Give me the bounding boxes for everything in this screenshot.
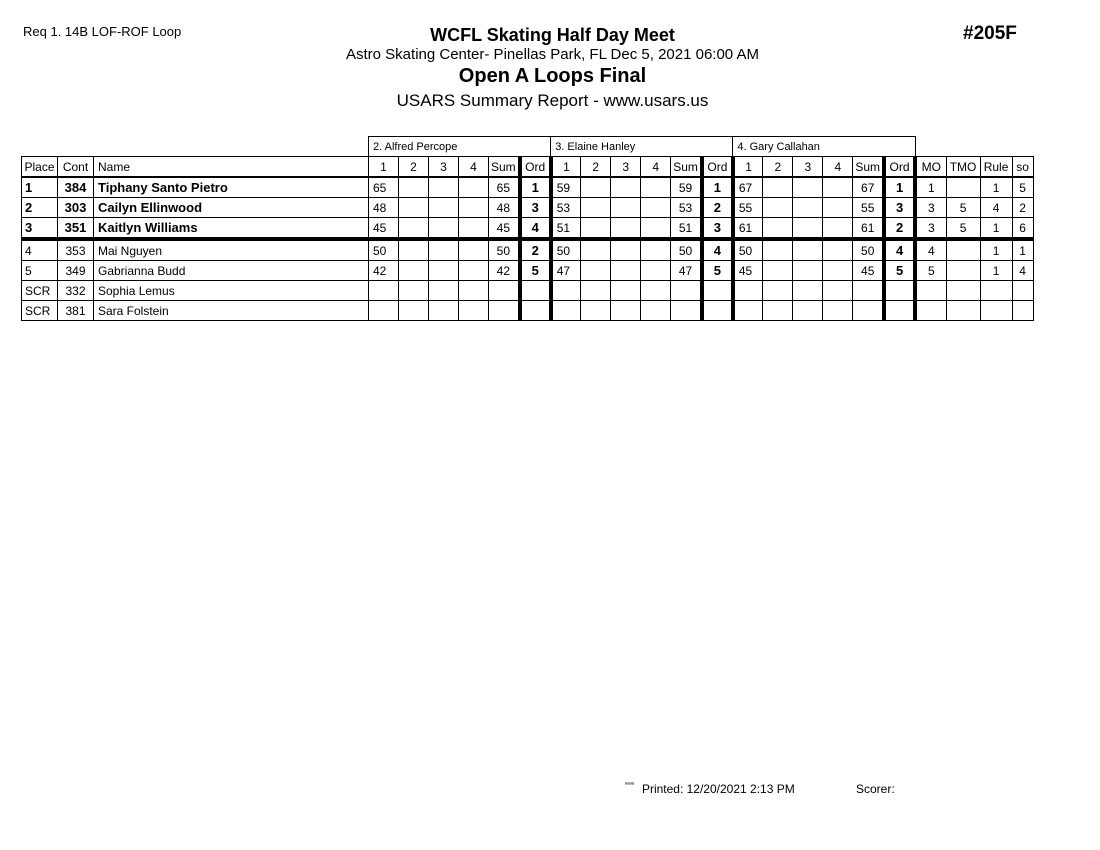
ordinal-cell (702, 281, 733, 301)
rule-cell: 1 (980, 261, 1012, 281)
rule-cell: 1 (980, 239, 1012, 261)
sum-cell: 50 (853, 239, 884, 261)
ordinal-cell: 2 (702, 198, 733, 218)
sum-cell (853, 301, 884, 321)
score-cell (763, 177, 793, 198)
score-cell (763, 239, 793, 261)
score-cell (429, 239, 459, 261)
score-cell (823, 261, 853, 281)
score-cell (581, 301, 611, 321)
score-cell (581, 239, 611, 261)
place-cell: 4 (22, 239, 58, 261)
ordinal-cell: 1 (702, 177, 733, 198)
mo-cell: 3 (915, 218, 946, 240)
sum-cell: 51 (671, 218, 702, 240)
score-cell: 48 (369, 198, 399, 218)
score-cell (641, 239, 671, 261)
score-cell (551, 301, 581, 321)
table-row (22, 218, 1034, 240)
meet-title: WCFL Skating Half Day Meet (430, 25, 675, 45)
score-cell (823, 198, 853, 218)
score-cell: 42 (369, 261, 399, 281)
mo-cell: 1 (915, 177, 946, 198)
score-cell (399, 281, 429, 301)
skater-name: Kaitlyn Williams (94, 218, 369, 240)
col-judge3-ord: Ord (702, 157, 733, 178)
score-cell (399, 177, 429, 198)
contestant-number: 351 (58, 218, 94, 240)
score-cell (733, 301, 763, 321)
so-cell: 4 (1012, 261, 1033, 281)
score-cell (793, 177, 823, 198)
col-tmo: TMO (946, 157, 980, 178)
contestant-number: 381 (58, 301, 94, 321)
score-cell (429, 301, 459, 321)
contestant-number: 384 (58, 177, 94, 198)
score-cell: 53 (551, 198, 581, 218)
score-cell (793, 281, 823, 301)
col-judge4-4: 4 (823, 157, 853, 178)
sum-cell (489, 281, 520, 301)
ordinal-cell: 4 (520, 218, 551, 240)
col-judge2-ord: Ord (520, 157, 551, 178)
col-judge2-4: 4 (459, 157, 489, 178)
so-cell: 6 (1012, 218, 1033, 240)
place-cell: SCR (22, 301, 58, 321)
ordinal-cell (884, 301, 915, 321)
report-header (250, 24, 855, 113)
score-cell (641, 281, 671, 301)
col-judge3-4: 4 (641, 157, 671, 178)
results-table (21, 136, 1034, 321)
col-judge2-3: 3 (429, 157, 459, 178)
score-cell (581, 177, 611, 198)
score-cell (823, 281, 853, 301)
score-cell (641, 301, 671, 321)
score-cell (793, 218, 823, 240)
mo-cell (915, 301, 946, 321)
score-cell (763, 218, 793, 240)
col-judge2-sum: Sum (489, 157, 520, 178)
col-judge3-2: 2 (581, 157, 611, 178)
tmo-cell (946, 177, 980, 198)
score-cell (581, 261, 611, 281)
score-cell: 51 (551, 218, 581, 240)
col-judge3-1: 1 (551, 157, 581, 178)
score-cell (459, 261, 489, 281)
skater-name: Gabrianna Budd (94, 261, 369, 281)
score-cell (459, 218, 489, 240)
score-cell (611, 218, 641, 240)
score-cell (459, 198, 489, 218)
ordinal-cell (884, 281, 915, 301)
score-cell (399, 198, 429, 218)
sum-cell (853, 281, 884, 301)
judge-name: 2. Alfred Percope (369, 137, 551, 157)
tmo-cell (946, 301, 980, 321)
score-cell: 50 (369, 239, 399, 261)
score-cell (763, 281, 793, 301)
rule-cell (980, 281, 1012, 301)
score-cell (611, 261, 641, 281)
place-cell: 5 (22, 261, 58, 281)
table-row (22, 198, 1034, 218)
col-judge4-1: 1 (733, 157, 763, 178)
sum-cell: 47 (671, 261, 702, 281)
score-cell (733, 281, 763, 301)
sum-cell: 55 (853, 198, 884, 218)
score-cell: 45 (369, 218, 399, 240)
sum-cell: 67 (853, 177, 884, 198)
score-cell (551, 281, 581, 301)
score-cell (611, 198, 641, 218)
sum-cell: 53 (671, 198, 702, 218)
judge-name: 4. Gary Callahan (733, 137, 915, 157)
sum-cell: 59 (671, 177, 702, 198)
score-cell: 50 (733, 239, 763, 261)
so-cell (1012, 281, 1033, 301)
col-judge3-sum: Sum (671, 157, 702, 178)
ordinal-cell: 1 (884, 177, 915, 198)
so-cell: 2 (1012, 198, 1033, 218)
event-number: #205F (963, 23, 1017, 44)
ordinal-cell (520, 281, 551, 301)
sum-cell: 48 (489, 198, 520, 218)
score-cell: 47 (551, 261, 581, 281)
sum-cell (671, 281, 702, 301)
score-cell (459, 239, 489, 261)
score-cell (793, 301, 823, 321)
score-cell (399, 239, 429, 261)
col-judge4-3: 3 (793, 157, 823, 178)
so-cell: 5 (1012, 177, 1033, 198)
ordinal-cell (702, 301, 733, 321)
score-cell (429, 218, 459, 240)
score-cell (581, 281, 611, 301)
sum-cell (489, 301, 520, 321)
sum-cell: 65 (489, 177, 520, 198)
score-cell (611, 177, 641, 198)
ordinal-cell: 4 (702, 239, 733, 261)
col-name: Name (94, 157, 369, 178)
tmo-cell (946, 281, 980, 301)
ordinal-cell: 5 (702, 261, 733, 281)
score-cell (763, 198, 793, 218)
score-cell (611, 281, 641, 301)
skater-name: Sara Folstein (94, 301, 369, 321)
tmo-cell (946, 239, 980, 261)
tmo-cell: 5 (946, 198, 980, 218)
skater-name: Mai Nguyen (94, 239, 369, 261)
place-cell: 1 (22, 177, 58, 198)
sum-cell: 42 (489, 261, 520, 281)
col-judge4-sum: Sum (853, 157, 884, 178)
ordinal-cell: 3 (520, 198, 551, 218)
rule-cell (980, 301, 1012, 321)
ordinal-cell: 5 (520, 261, 551, 281)
score-cell (823, 239, 853, 261)
score-cell (459, 281, 489, 301)
table-row (22, 177, 1034, 198)
mo-cell: 3 (915, 198, 946, 218)
score-cell (763, 301, 793, 321)
place-cell: 3 (22, 218, 58, 240)
place-cell: 2 (22, 198, 58, 218)
footer-mark: ᵃᵃᵃᵃ (625, 782, 634, 788)
col-judge2-1: 1 (369, 157, 399, 178)
score-cell (581, 198, 611, 218)
ordinal-cell: 3 (702, 218, 733, 240)
score-cell (369, 301, 399, 321)
score-cell (369, 281, 399, 301)
ordinal-cell: 1 (520, 177, 551, 198)
score-cell: 61 (733, 218, 763, 240)
col-judge4-ord: Ord (884, 157, 915, 178)
sum-cell: 50 (489, 239, 520, 261)
rule-cell: 1 (980, 218, 1012, 240)
skater-name: Sophia Lemus (94, 281, 369, 301)
ordinal-cell: 2 (884, 218, 915, 240)
score-cell (429, 261, 459, 281)
score-cell (641, 198, 671, 218)
score-cell (793, 198, 823, 218)
score-cell (429, 177, 459, 198)
score-cell: 59 (551, 177, 581, 198)
score-cell (793, 261, 823, 281)
col-mo: MO (915, 157, 946, 178)
event-title: Open A Loops Final (458, 65, 647, 87)
table-row (22, 239, 1034, 261)
ordinal-cell: 3 (884, 198, 915, 218)
col-rule: Rule (980, 157, 1012, 178)
rule-cell: 4 (980, 198, 1012, 218)
score-cell (399, 301, 429, 321)
col-judge2-2: 2 (399, 157, 429, 178)
skater-name: Cailyn Ellinwood (94, 198, 369, 218)
mo-cell: 5 (915, 261, 946, 281)
mo-cell (915, 281, 946, 301)
rule-cell: 1 (980, 177, 1012, 198)
ordinal-cell: 4 (884, 239, 915, 261)
contestant-number: 349 (58, 261, 94, 281)
table-row (22, 301, 1034, 321)
contestant-number: 303 (58, 198, 94, 218)
score-cell: 67 (733, 177, 763, 198)
tmo-cell: 5 (946, 218, 980, 240)
judge-name: 3. Elaine Hanley (551, 137, 733, 157)
score-cell: 45 (733, 261, 763, 281)
ordinal-cell: 5 (884, 261, 915, 281)
score-cell (793, 239, 823, 261)
col-cont: Cont (58, 157, 94, 178)
mo-cell: 4 (915, 239, 946, 261)
table-row (22, 261, 1034, 281)
score-cell (399, 261, 429, 281)
score-cell (611, 301, 641, 321)
score-cell (641, 177, 671, 198)
sum-cell: 61 (853, 218, 884, 240)
score-cell (581, 218, 611, 240)
score-cell (763, 261, 793, 281)
place-cell: SCR (22, 281, 58, 301)
contestant-number: 332 (58, 281, 94, 301)
score-cell (641, 261, 671, 281)
col-so: so (1012, 157, 1033, 178)
col-judge3-3: 3 (611, 157, 641, 178)
contestant-number: 353 (58, 239, 94, 261)
skater-name: Tiphany Santo Pietro (94, 177, 369, 198)
score-cell (611, 239, 641, 261)
sum-cell: 50 (671, 239, 702, 261)
sum-cell: 45 (853, 261, 884, 281)
score-cell (641, 218, 671, 240)
score-cell (429, 281, 459, 301)
report-title: USARS Summary Report - www.usars.us (396, 91, 709, 110)
score-cell: 50 (551, 239, 581, 261)
score-cell (399, 218, 429, 240)
tmo-cell (946, 261, 980, 281)
ordinal-cell: 2 (520, 239, 551, 261)
score-cell: 55 (733, 198, 763, 218)
sum-cell (671, 301, 702, 321)
requirement-label: Req 1. 14B LOF-ROF Loop (23, 24, 182, 39)
so-cell: 1 (1012, 239, 1033, 261)
sum-cell: 45 (489, 218, 520, 240)
col-judge4-2: 2 (763, 157, 793, 178)
so-cell (1012, 301, 1033, 321)
score-cell (429, 198, 459, 218)
score-cell (459, 177, 489, 198)
judge-header-row (22, 137, 1034, 157)
location-date: Astro Skating Center- Pinellas Park, FL Dec 5, 2021 06:00 AM (346, 46, 759, 63)
score-cell: 65 (369, 177, 399, 198)
score-cell (823, 301, 853, 321)
column-header-row (22, 157, 1034, 178)
score-cell (823, 177, 853, 198)
score-cell (823, 218, 853, 240)
table-row (22, 281, 1034, 301)
printed-text: Printed: 12/20/2021 2:13 PM (641, 782, 795, 796)
scorer-label: Scorer: (856, 782, 895, 796)
ordinal-cell (520, 301, 551, 321)
printed-timestamp (625, 782, 795, 796)
col-place: Place (22, 157, 58, 178)
score-cell (459, 301, 489, 321)
